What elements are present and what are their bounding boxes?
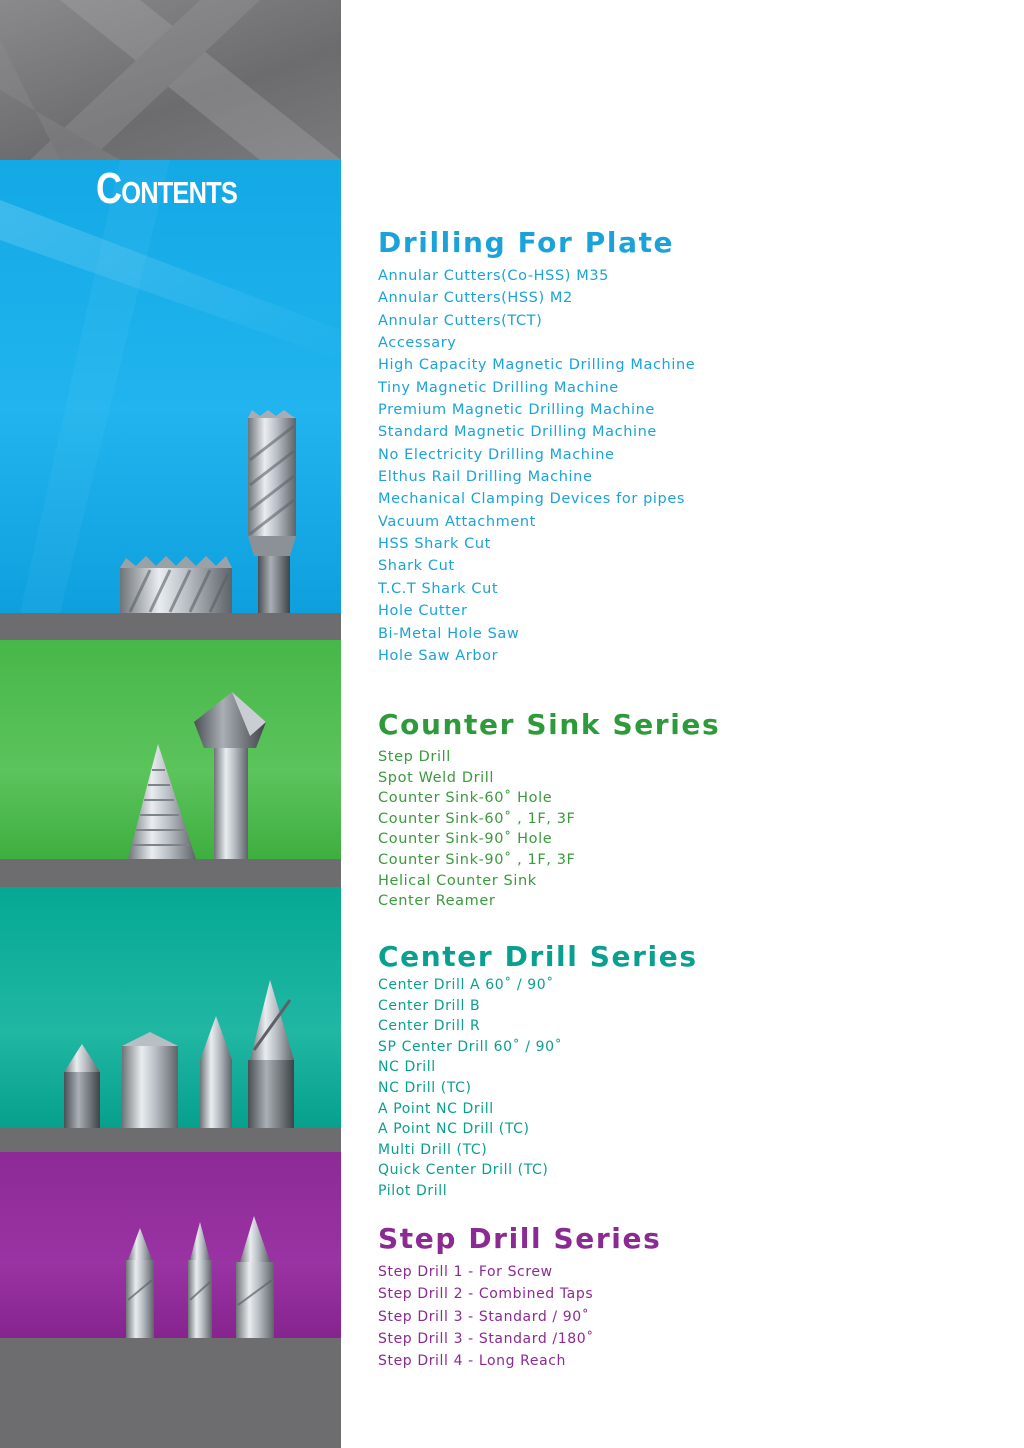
list-item: Step Drill 3 - Standard / 90˚ xyxy=(378,1308,590,1325)
list-item: Mechanical Clamping Devices for pipes xyxy=(378,491,686,508)
list-item: Helical Counter Sink xyxy=(378,872,537,889)
list-item: HSS Shark Cut xyxy=(378,536,491,553)
list-item: No Electricity Drilling Machine xyxy=(378,446,615,463)
annular-cutter-tool-image xyxy=(120,410,296,613)
section-title: Counter Sink Series xyxy=(378,708,721,741)
step-drill-tool-image xyxy=(126,1216,274,1338)
list-item: Accessary xyxy=(378,335,457,352)
list-item: Annular Cutters(Co-HSS) M35 xyxy=(378,268,609,284)
list-item: Center Drill A 60˚ / 90˚ xyxy=(378,977,554,993)
item-list xyxy=(378,265,978,667)
list-item: Bi-Metal Hole Saw xyxy=(378,625,520,642)
center-drill-tool-image xyxy=(64,980,294,1128)
list-item: Step Drill 1 - For Screw xyxy=(378,1264,553,1280)
list-item: High Capacity Magnetic Drilling Machine xyxy=(378,357,696,374)
section-step-drill-series xyxy=(378,1222,978,1372)
list-item: A Point NC Drill (TC) xyxy=(378,1121,530,1138)
list-item: Annular Cutters(TCT) xyxy=(378,312,543,329)
item-list xyxy=(378,975,978,1202)
section-counter-sink-series xyxy=(378,708,978,912)
list-item: Center Reamer xyxy=(378,893,496,910)
section-center-drill-series xyxy=(378,940,978,1202)
list-item: T.C.T Shark Cut xyxy=(378,580,499,597)
list-item: Step Drill 3 - Standard /180˚ xyxy=(378,1330,594,1347)
list-item: Counter Sink-60˚ Hole xyxy=(378,790,553,807)
list-item: Standard Magnetic Drilling Machine xyxy=(378,424,657,441)
list-item: Center Drill B xyxy=(378,997,481,1014)
list-item: Annular Cutters(HSS) M2 xyxy=(378,290,573,307)
list-item: A Point NC Drill xyxy=(378,1100,494,1117)
list-item: Counter Sink-90˚ , 1F, 3F xyxy=(378,851,576,868)
list-item: Step Drill 2 - Combined Taps xyxy=(378,1286,594,1303)
list-item: NC Drill (TC) xyxy=(378,1079,472,1096)
sidebar xyxy=(0,0,341,1448)
contents-title: Contents xyxy=(96,164,237,213)
counter-sink-tool-image xyxy=(128,692,266,859)
list-item: Hole Saw Arbor xyxy=(378,647,499,664)
list-item: Hole Cutter xyxy=(378,603,468,620)
section-title: Drilling For Plate xyxy=(378,226,675,259)
list-item: SP Center Drill 60˚ / 90˚ xyxy=(378,1038,563,1055)
section-drilling-for-plate xyxy=(378,226,978,667)
list-item: Counter Sink-60˚ , 1F, 3F xyxy=(378,810,576,827)
list-item: Tiny Magnetic Drilling Machine xyxy=(378,379,619,396)
list-item: Step Drill 4 - Long Reach xyxy=(378,1353,567,1370)
list-item: Elthus Rail Drilling Machine xyxy=(378,469,593,486)
item-list xyxy=(378,747,978,912)
list-item: Center Drill R xyxy=(378,1018,481,1035)
list-item: Step Drill xyxy=(378,749,451,765)
list-item: Spot Weld Drill xyxy=(378,769,495,786)
list-item: Counter Sink-90˚ Hole xyxy=(378,831,553,848)
section-title: Step Drill Series xyxy=(378,1222,662,1255)
tool-illustrations xyxy=(0,0,341,1448)
item-list xyxy=(378,1261,978,1372)
top-band-streaks xyxy=(0,0,341,160)
list-item: NC Drill xyxy=(378,1059,436,1076)
section-title: Center Drill Series xyxy=(378,940,698,973)
list-item: Pilot Drill xyxy=(378,1182,448,1199)
list-item: Quick Center Drill (TC) xyxy=(378,1162,549,1179)
list-item: Vacuum Attachment xyxy=(378,513,536,530)
list-item: Premium Magnetic Drilling Machine xyxy=(378,402,655,419)
list-item: Multi Drill (TC) xyxy=(378,1141,488,1158)
list-item: Shark Cut xyxy=(378,558,455,575)
